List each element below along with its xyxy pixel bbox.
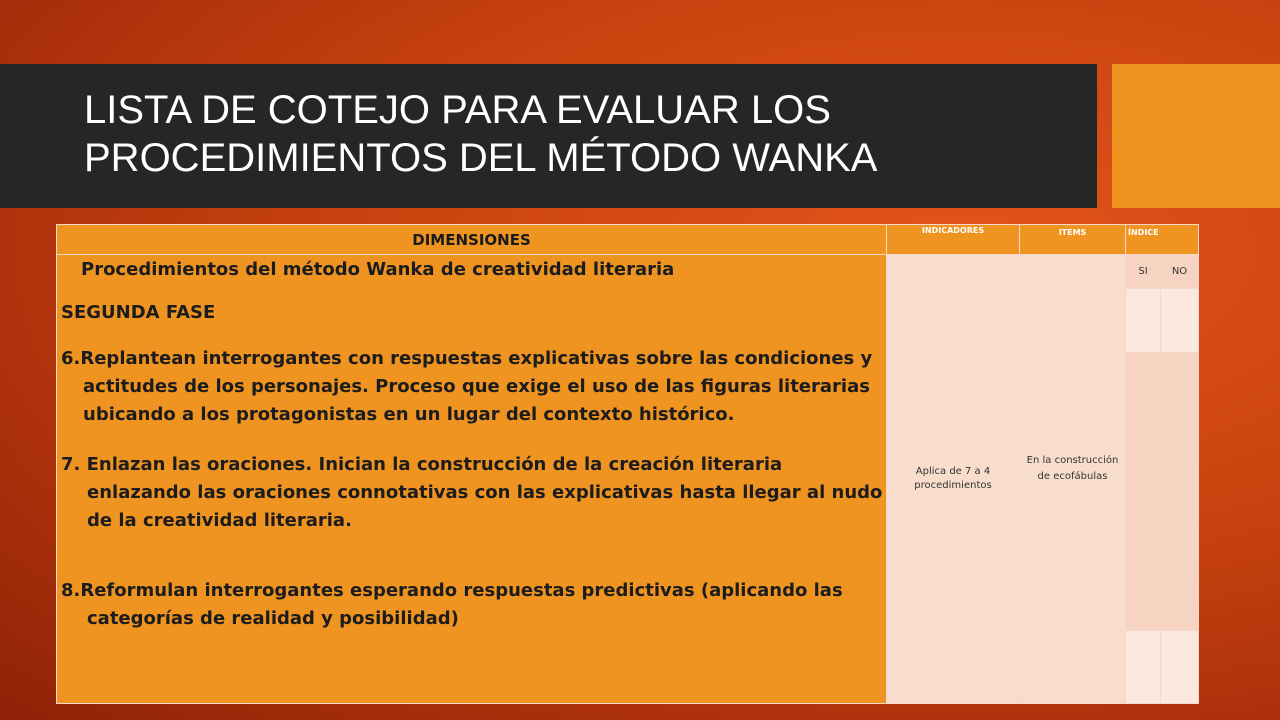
checklist-table [56, 224, 1199, 704]
header-indicators-label: INDICADORES [921, 226, 985, 235]
header-dimensions [57, 225, 887, 255]
procedure-item-7: 7. Enlazan las oraciones. Inician la construcción de la creación literaria enlazando las oraciones connotativas con las explicativas hasta llegar al nudo de la creatividad literaria. [61, 454, 883, 531]
procedure-title: Procedimientos del método Wanka de creatividad literaria [81, 259, 675, 280]
index-no-label: NO [1171, 266, 1188, 277]
items-cell [1020, 255, 1126, 703]
index-no-cell-2 [1161, 353, 1198, 631]
procedure-item-6: 6.Replantean interrogantes con respuestas explicativas sobre las condiciones y actitudes de los personajes. Proceso que exige el uso de las figuras literarias ubicando a los protagonistas en un lugar del contexto histórico. [61, 348, 873, 425]
header-index-label: ÍNDICE [1128, 228, 1159, 237]
indicator-cell [887, 255, 1020, 703]
header-index [1126, 225, 1198, 255]
index-no-cell-1 [1161, 289, 1198, 353]
index-yes-cell-3 [1126, 631, 1161, 703]
procedure-item-8: 8.Reformulan interrogantes esperando respuestas predictivas (aplicando las categorías de realidad y posibilidad) [61, 580, 843, 629]
index-no-header [1161, 255, 1198, 289]
accent-box [1112, 64, 1280, 208]
items-text: En la construcción de ecofábulas [1026, 455, 1119, 482]
header-items-label: ITEMS [1058, 228, 1087, 237]
index-no-cell-3 [1161, 631, 1198, 703]
header-dimensions-label: DIMENSIONES [412, 231, 531, 249]
header-items [1020, 225, 1126, 255]
indicator-text: Aplica de 7 a 4 procedimientos [914, 466, 992, 491]
phase-label: SEGUNDA FASE [61, 302, 216, 323]
index-yes-label: SI [1138, 266, 1148, 277]
title-bar [0, 64, 1097, 208]
slide-title: LISTA DE COTEJO PARA EVALUAR LOS PROCEDIMIENTOS DEL MÉTODO WANKA [84, 88, 878, 180]
index-yes-header [1126, 255, 1161, 289]
dimension-cell [57, 255, 887, 703]
index-yes-cell-2 [1126, 353, 1161, 631]
header-indicators [887, 225, 1020, 255]
index-yes-cell-1 [1126, 289, 1161, 353]
